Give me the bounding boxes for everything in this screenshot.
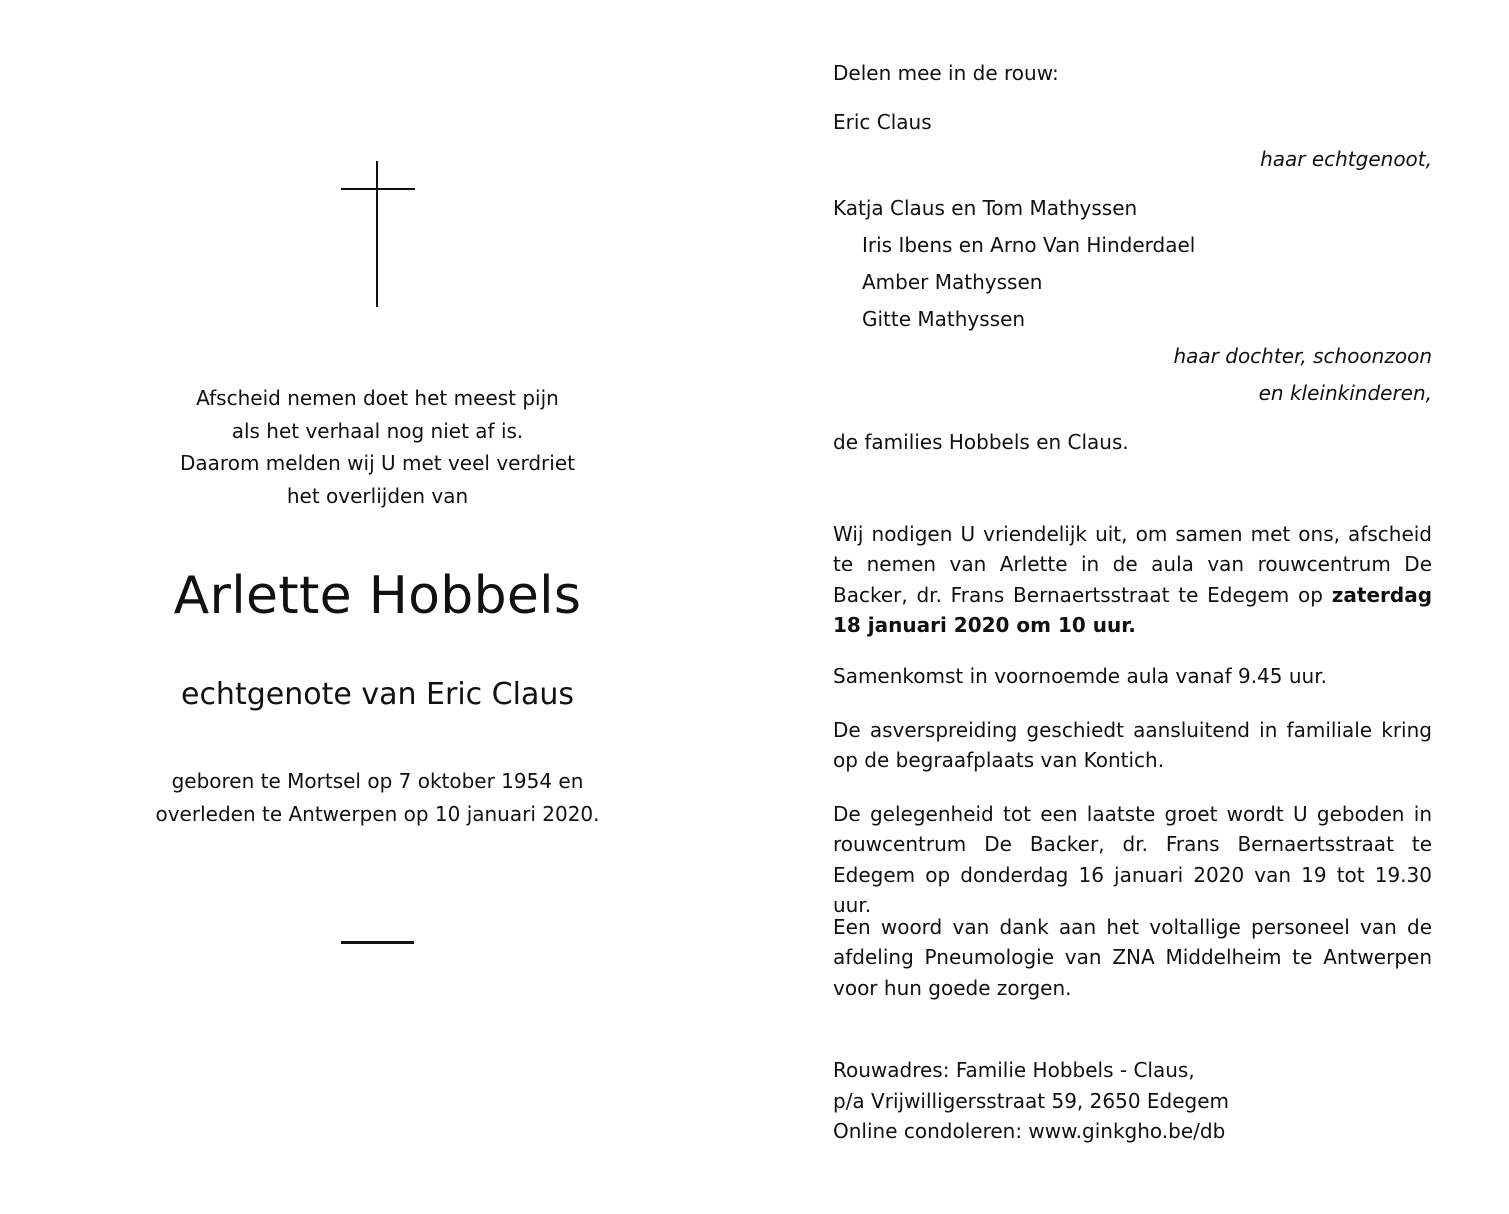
memorial-verse (0, 382, 755, 512)
birth-line: geboren te Mortsel op 7 oktober 1954 en (171, 769, 584, 793)
children-relation: en kleinkinderen, (1258, 381, 1432, 405)
right-page (833, 0, 1432, 1214)
cross-icon (341, 161, 415, 307)
grandchild-line: Amber Mathyssen (862, 270, 1043, 294)
verse-line: Afscheid nemen doet het meest pijn (196, 386, 559, 410)
address-line: p/a Vrijwilligersstraat 59, 2650 Edegem (833, 1089, 1230, 1113)
last-greeting-paragraph: De gelegenheid tot een laatste groet wordt U geboden in rouwcentrum De Backer, dr. Frans Bernaertsstraat te Edegem op donderdag 16 januari 2020 van 19 tot 19.30 uur. (833, 802, 1432, 917)
thanks-paragraph: Een woord van dank aan het voltallige personeel van de afdeling Pneumologie van ZNA Middelheim te Antwerpen voor hun goede zorgen. (833, 915, 1432, 1000)
cross-vertical-bar (376, 161, 378, 307)
grandchild-line: Iris Ibens en Arno Van Hinderdael (862, 233, 1196, 257)
verse-line: het overlijden van (286, 483, 469, 508)
invitation-date: zaterdag 18 januari 2020 om 10 uur. (833, 582, 1433, 637)
life-dates (0, 765, 755, 830)
invitation-paragraph (833, 519, 1432, 640)
grandchild-line: Gitte Mathyssen (862, 307, 1026, 331)
mourners-intro: Delen mee in de rouw: (833, 61, 1059, 85)
families-line: de families Hobbels en Claus. (833, 430, 1129, 454)
verse-line: als het verhaal nog niet af is. (231, 418, 524, 443)
cross-horizontal-bar (341, 188, 415, 190)
deceased-name: Arlette Hobbels (173, 566, 582, 626)
spouse-name: Eric Claus (833, 110, 932, 134)
spouse-relation: haar echtgenoot, (1260, 147, 1432, 171)
spouse-line: echtgenote van Eric Claus (180, 677, 574, 712)
ashes-paragraph: De asverspreiding geschiedt aansluitend in familiale kring op de begraafplaats van Kontich. (833, 718, 1432, 773)
daughter-couple: Katja Claus en Tom Mathyssen (833, 196, 1138, 220)
invitation-text: Wij nodigen U vriendelijk uit, om samen met ons, afscheid te nemen van Arlette in de aula van rouwcentrum De Backer, dr. Frans Bernaertsstraat te Edegem op (833, 522, 1432, 607)
death-line: overleden te Antwerpen op 10 januari 2020. (155, 801, 600, 826)
condolence-link: Online condoleren: www.ginkgho.be/db (833, 1119, 1226, 1143)
children-relation: haar dochter, schoonzoon (1173, 344, 1432, 368)
closing-divider (341, 941, 414, 944)
verse-line: Daarom melden wij U met veel verdriet (180, 451, 575, 475)
address-line: Rouwadres: Familie Hobbels - Claus, (833, 1058, 1195, 1082)
gathering-paragraph: Samenkomst in voornoemde aula vanaf 9.45 uur. (833, 664, 1327, 688)
